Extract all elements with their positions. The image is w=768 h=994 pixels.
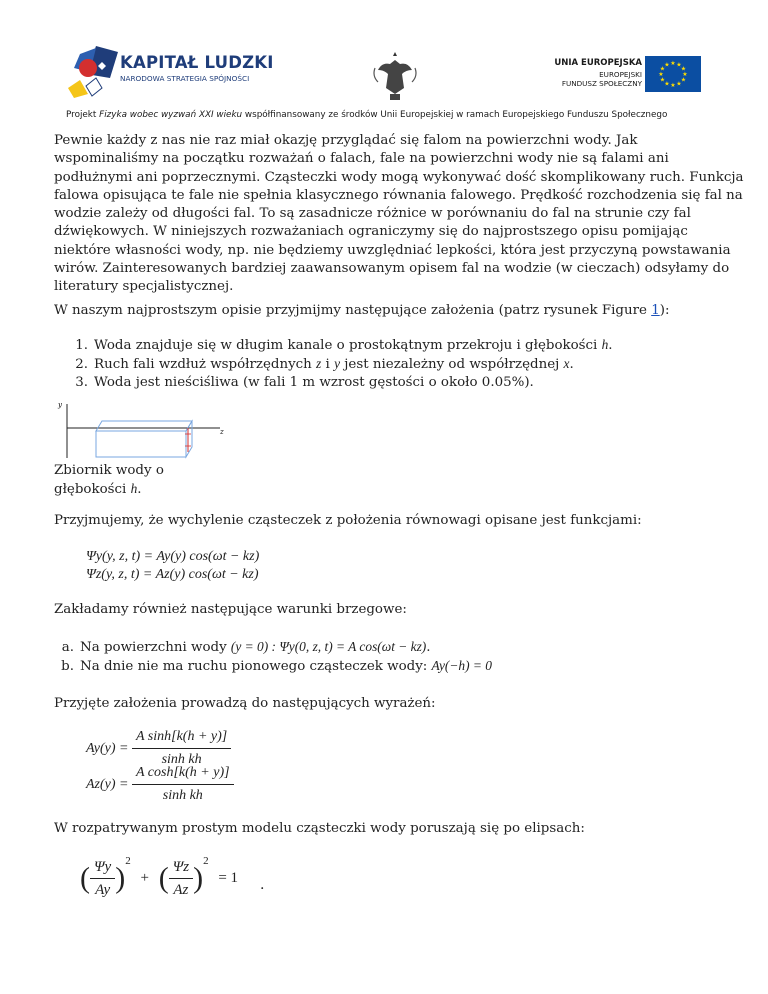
- kapital-ludzki-emblem-icon: [66, 44, 122, 100]
- eu-logo-block: [554, 50, 704, 100]
- condition-math: Ay(−h) = 0: [431, 658, 493, 673]
- eu-subtitle-1: EUROPEJSKI: [599, 70, 642, 79]
- ellipse-den-z: Az: [169, 878, 193, 899]
- ellipse-rhs: = 1: [218, 870, 239, 886]
- intro-line: wspominaliśmy na początku rozważań o falach, fale na powierzchni wody nie są falami ani: [54, 151, 669, 167]
- equation-az: [86, 764, 234, 806]
- svg-text:★: ★: [680, 65, 687, 73]
- caption-text: głębokości: [54, 482, 131, 498]
- project-prefix: Projekt: [66, 110, 100, 120]
- equation-psi-z: Ψz(y, z, t) = Az(y) cos(ωt − kz): [86, 567, 259, 582]
- boundary-conditions-intro: Zakładamy również następujące warunki brzegowe:: [54, 602, 407, 617]
- condition-text: Na dnie nie ma ruchu pionowego cząsteczek wody:: [80, 659, 432, 674]
- university-seal: [370, 48, 420, 106]
- equation-psi-y: Ψy(y, z, t) = Ay(y) cos(ωt − kz): [86, 549, 260, 564]
- az-numerator: A cosh[k(h + y)]: [136, 765, 230, 780]
- axis-y-label: y: [58, 401, 62, 409]
- svg-text:★: ★: [670, 60, 676, 67]
- ellipse-end-dot: .: [260, 877, 265, 893]
- project-name: Fizyka wobec wyzwań XXI wieku: [99, 110, 243, 120]
- ellipse-plus: +: [140, 870, 149, 886]
- list-text: Woda znajduje się w długim kanale o prostokątnym przekroju i głębokości: [94, 338, 602, 353]
- eagle-seal-icon: [370, 48, 420, 106]
- condition-math: (y = 0) : Ψy(0, z, t) = A cos(ωt − kz): [230, 639, 427, 654]
- intro-line: wirów. Zainteresowanych bardziej zaawansowanym opisem fal na wodzie (w cieczach) odsyłamy do: [54, 261, 730, 277]
- intro-line: dźwiękowych. W niniejszych rozważaniach ograniczymy się do najprostszego opisu pomijając: [54, 224, 688, 240]
- intro-paragraph: [54, 132, 744, 297]
- tank-diagram: [54, 398, 234, 462]
- project-suffix: współfinansowany ze środków Unii Europejskiej w ramach Europejskiego Funduszu Społecznego: [242, 110, 668, 120]
- svg-text:★: ★: [664, 80, 670, 88]
- az-fraction: [132, 764, 234, 806]
- page-header: [0, 0, 768, 130]
- svg-text:★: ★: [664, 61, 670, 69]
- figure-caption: [54, 462, 194, 500]
- condition-text: Na powierzchni wody: [80, 640, 231, 655]
- list-number: 3.: [75, 375, 88, 390]
- eu-flag-icon: [645, 56, 701, 92]
- axis-z-label: z: [220, 428, 224, 436]
- list-text: Woda jest nieściśliwa (w fali 1 m wzrost gęstości o około 0.05%).: [94, 375, 534, 390]
- ellipse-exp-z: 2: [203, 855, 209, 867]
- figure-reference-link[interactable]: 1: [651, 303, 660, 318]
- boundary-condition-a: [54, 638, 431, 657]
- intro-line: falowa opisująca te fale nie spełnia klasycznego równania falowego. Prędkość rozchodzenia się fal na: [54, 187, 743, 203]
- caption-line-2: [54, 480, 194, 499]
- ay-numerator: A sinh[k(h + y)]: [135, 729, 228, 744]
- az-lhs: Az(y) =: [86, 777, 129, 793]
- intro-line: literatury specjalistycznej.: [54, 279, 234, 295]
- list-number: 1.: [75, 338, 88, 353]
- project-funding-note: [66, 110, 667, 120]
- eu-subtitle-2: FUNDUSZ SPOŁECZNY: [561, 79, 642, 88]
- water-tank-figure: [54, 398, 234, 462]
- caption-line: Zbiornik wody o: [54, 463, 164, 478]
- kapital-ludzki-logo: [66, 44, 274, 100]
- math-var: z: [316, 356, 322, 371]
- list-text: i: [321, 357, 335, 372]
- ay-denominator: sinh kh: [132, 748, 231, 769]
- svg-text:★: ★: [659, 65, 666, 73]
- caption-end: .: [137, 482, 142, 498]
- intro-line: wodzie zależy od długości fal. To są zasadnicze różnice w porównaniu do fal na strunie czy fal: [54, 206, 691, 222]
- assumption-item-1: [54, 336, 613, 355]
- az-denominator: sinh kh: [132, 784, 234, 805]
- ay-lhs: Ay(y) =: [86, 741, 129, 757]
- svg-text:★: ★: [670, 82, 676, 89]
- logo-title: KAPITAŁ LUDZKI: [120, 53, 274, 72]
- list-text: Ruch fali wzdłuż współrzędnych: [94, 357, 317, 372]
- condition-label: a.: [61, 640, 74, 655]
- list-end: .: [608, 338, 613, 353]
- math-var: y: [334, 356, 341, 371]
- ellipse-num-z: Ψz: [172, 858, 190, 875]
- displacement-paragraph: Przyjmujemy, że wychylenie cząsteczek z położenia równowagi opisane jest funkcjami:: [54, 513, 642, 528]
- assumption-item-3: [54, 374, 534, 392]
- svg-text:★: ★: [682, 71, 688, 78]
- boundary-condition-b: [54, 657, 492, 676]
- ellipse-num-y: Ψy: [94, 858, 112, 875]
- ellipse-exp-y: 2: [125, 855, 131, 867]
- assumptions-intro-end: ):: [659, 303, 670, 318]
- condition-label: b.: [61, 659, 74, 674]
- assumptions-intro-text: W naszym najprostszym opisie przyjmijmy następujące założenia (patrz rysunek Figure: [54, 303, 652, 318]
- math-var: x: [563, 356, 570, 371]
- expressions-intro: Przyjęte założenia prowadzą do następujących wyrażeń:: [54, 696, 436, 711]
- intro-line: Pewnie każdy z nas nie raz miał okazję przyglądać się falom na powierzchni wody. Jak: [54, 133, 638, 148]
- condition-end: .: [426, 640, 431, 655]
- list-end: .: [569, 357, 574, 372]
- ellipse-den-y: Ay: [90, 878, 115, 899]
- ellipse-paragraph: W rozpatrywanym prostym modelu cząsteczki wody poruszają się po elipsach:: [54, 821, 585, 836]
- eu-title: UNIA EUROPEJSKA: [554, 58, 642, 68]
- ellipse-fraction-y: [90, 858, 115, 900]
- logo-subtitle: NARODOWA STRATEGIA SPÓJNOŚCI: [120, 74, 250, 83]
- svg-text:★: ★: [658, 71, 664, 78]
- assumption-item-2: [54, 355, 574, 374]
- svg-text:★: ★: [676, 61, 682, 69]
- intro-line: niektóre własności wody, np. nie będziemy uwzględniać lepkości, która jest przyczyną powstawania: [54, 242, 731, 258]
- svg-text:★: ★: [676, 80, 682, 88]
- ellipse-fraction-z: [169, 858, 193, 900]
- math-var: h: [601, 337, 609, 352]
- list-number: 2.: [75, 357, 88, 372]
- svg-text:★: ★: [680, 76, 687, 84]
- intro-line: podłużnymi ani poprzecznymi. Cząsteczki wody mogą wykonywać dość skomplikowany ruch. Funkcja: [54, 169, 744, 185]
- list-text: jest niezależny od współrzędnej: [340, 357, 564, 372]
- ellipse-equation: ( $\frac{\Psi y}{Ay}$ )$^2$ + ( $\frac{\Psi z}{Az}$ )$^2$ = 1: [80, 855, 239, 899]
- math-var: h: [130, 481, 138, 497]
- svg-text:★: ★: [659, 76, 666, 84]
- assumptions-intro: [54, 302, 714, 320]
